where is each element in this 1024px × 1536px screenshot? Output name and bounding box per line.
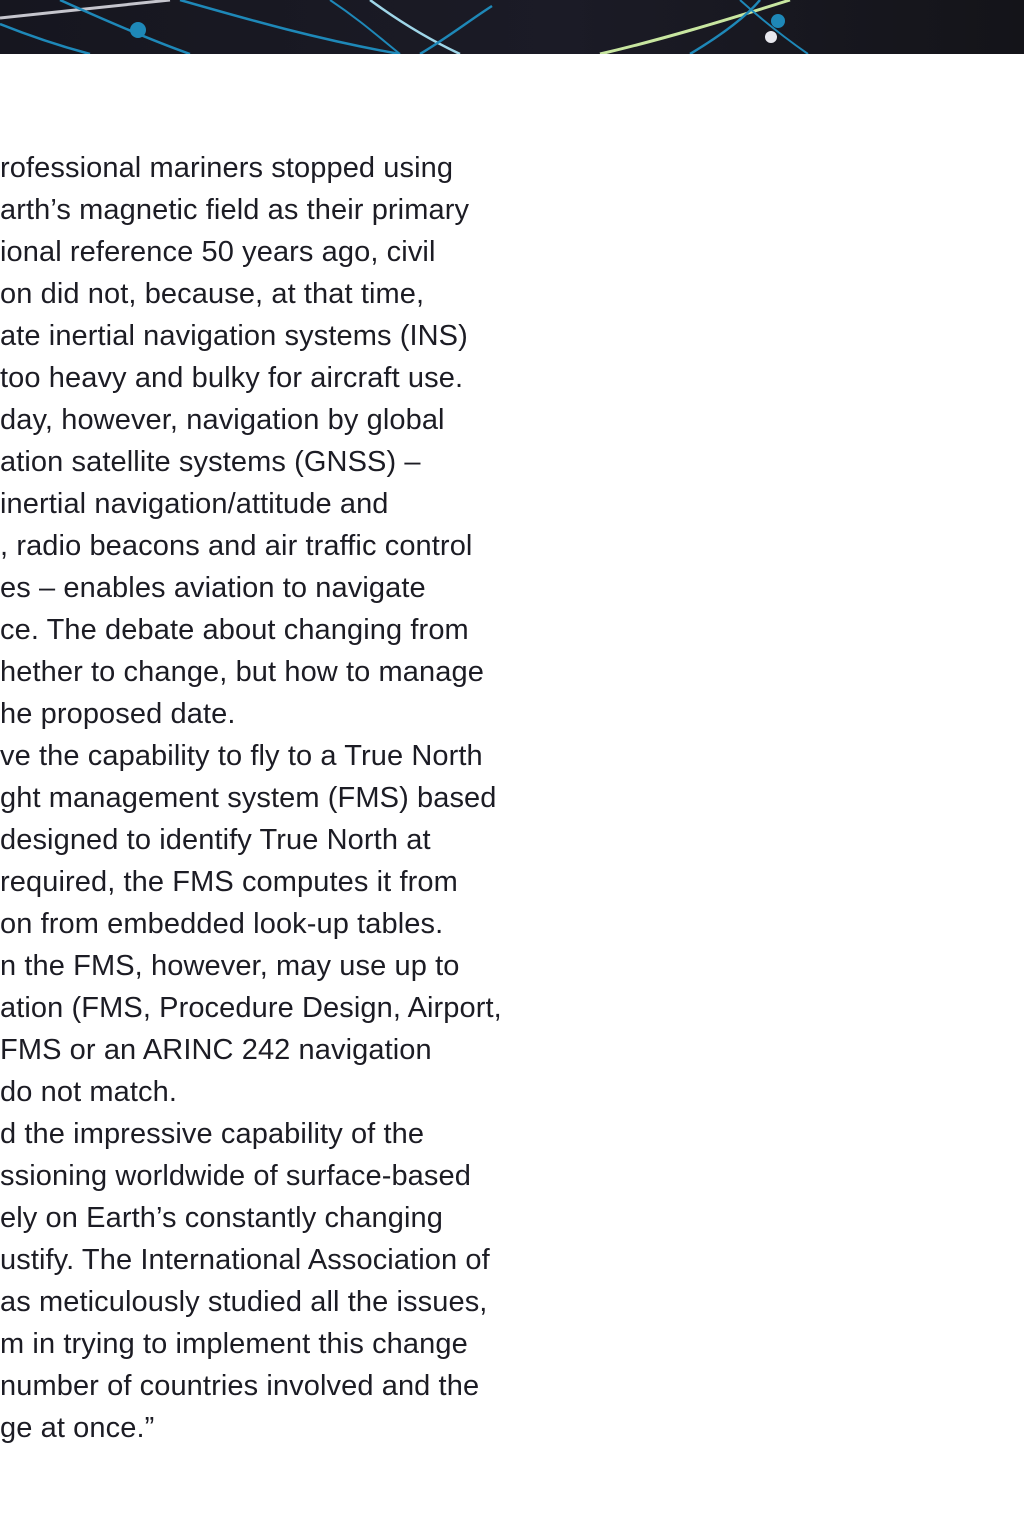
article-line: he proposed date. <box>0 698 236 730</box>
article-line: ional reference 50 years ago, civil <box>0 236 436 268</box>
article-line: ssioning worldwide of surface-based <box>0 1160 471 1192</box>
article-line: as meticulously studied all the issues, <box>0 1286 488 1318</box>
article-line: hether to change, but how to manage <box>0 656 484 688</box>
article-line: do not match. <box>0 1076 178 1108</box>
article-line: on from embedded look-up tables. <box>0 908 444 940</box>
article-line: FMS or an ARINC 242 navigation <box>0 1034 432 1066</box>
article-line: n the FMS, however, may use up to <box>0 950 460 982</box>
article-line: ght management system (FMS) based <box>0 782 497 814</box>
article-line: , radio beacons and air traffic control <box>0 530 473 562</box>
article-line: m in trying to implement this change <box>0 1328 468 1360</box>
article-line: ge at once.” <box>0 1412 155 1444</box>
article-body <box>0 147 560 1449</box>
article-line: on did not, because, at that time, <box>0 278 425 310</box>
article-line: ustify. The International Association of <box>0 1244 490 1276</box>
article-line: ve the capability to fly to a True North <box>0 740 483 772</box>
article-line: d the impressive capability of the <box>0 1118 425 1150</box>
network-lines-graphic <box>0 0 1024 54</box>
article-line: ation satellite systems (GNSS) – <box>0 446 421 478</box>
article-line: es – enables aviation to navigate <box>0 572 426 604</box>
article-line: rofessional mariners stopped using <box>0 152 454 184</box>
article-line: too heavy and bulky for aircraft use. <box>0 362 464 394</box>
article-line: day, however, navigation by global <box>0 404 445 436</box>
article-line: ation (FMS, Procedure Design, Airport, <box>0 992 502 1024</box>
article-line: arth’s magnetic field as their primary <box>0 194 470 226</box>
article-line: number of countries involved and the <box>0 1370 480 1402</box>
header-banner <box>0 0 1024 54</box>
article-line: ce. The debate about changing from <box>0 614 469 646</box>
article-line: ate inertial navigation systems (INS) <box>0 320 468 352</box>
article-line: required, the FMS computes it from <box>0 866 458 898</box>
article-line: inertial navigation/attitude and <box>0 488 389 520</box>
article-line: designed to identify True North at <box>0 824 431 856</box>
article-line: ely on Earth’s constantly changing <box>0 1202 443 1234</box>
